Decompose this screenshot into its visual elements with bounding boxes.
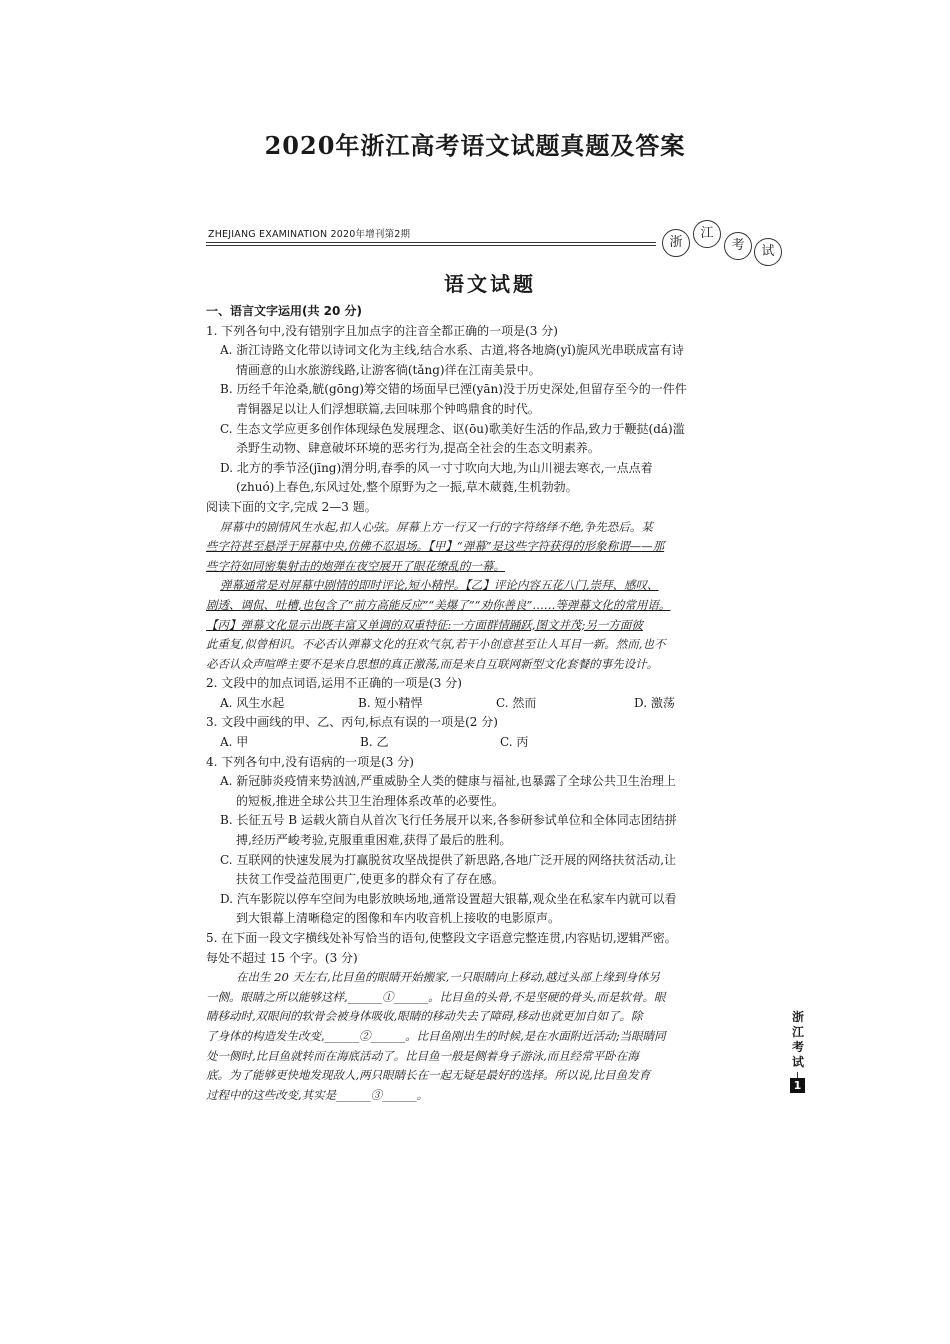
- q4-option-d: D. 汽车影院以停车空间为电影放映场地,通常设置超大银幕,观众坐在私家车内就可以看: [220, 891, 677, 906]
- exam-title: 语文试题: [444, 272, 536, 296]
- q4-option-c-cont: 扶贫工作受益范围更广,使更多的群众有了存在感。: [236, 872, 504, 887]
- header-rule: [206, 242, 656, 243]
- sidebar-char: 考: [791, 1040, 804, 1054]
- document-title: 2020年浙江高考语文试题真题及答案: [264, 131, 686, 160]
- question-5-stem: 5. 在下面一段文字横线处补写恰当的语句,使整段文字语意完整连贯,内容贴切,逻辑严密。: [206, 931, 677, 945]
- q5-passage-line: 底。为了能够更快地发现敌人,两只眼睛长在一起无疑是最好的选择。所以说,比目鱼发育: [206, 1068, 651, 1083]
- question-3-stem: 3. 文段中画线的甲、乙、丙句,标点有误的一项是(2 分): [206, 715, 498, 730]
- q5-passage-line: 在出生 20 天左右,比目鱼的眼睛开始搬家,一只眼睛向上移动,越过头部上缘到身体另: [236, 970, 660, 985]
- sidebar-char: 试: [791, 1055, 804, 1069]
- q3-option-c: C. 丙: [500, 735, 529, 750]
- q5-passage-line: 处一侧时,比目鱼就转而在海底活动了。比目鱼一般是侧着身子游泳,而且经常平卧在海: [206, 1048, 639, 1063]
- q4-option-c: C. 互联网的快速发展为打赢脱贫攻坚战提供了新思路,各地广泛开展的网络扶贫活动,让: [220, 852, 677, 867]
- passage-line: 必否认众声喧哗主要不是来自思想的真正激荡,而是来自互联网新型文化套餐的事先设计。: [206, 656, 659, 671]
- q4-option-a-cont: 的短板,推进全球公共卫生治理体系改革的必要性。: [236, 793, 504, 808]
- q4-option-b-cont: 搏,经历严峻考验,克服重重困难,获得了最后的胜利。: [236, 833, 512, 848]
- passage-line: 此重复,似曾相识。不必否认弹幕文化的狂欢气氛,若干小创意甚至让人耳目一新。然而,也不: [206, 637, 666, 652]
- question-1-stem: 1. 下列各句中,没有错别字且加点字的注音全都正确的一项是(3 分): [206, 323, 558, 338]
- seal-char-1: 浙: [662, 229, 690, 257]
- section-heading: 一、语言文字运用(共 20 分): [206, 304, 363, 318]
- passage-line: 弹幕通常是对屏幕中剧情的即时评论,短小精悍。【乙】评论内容五花八门,崇拜、感叹、: [220, 578, 659, 593]
- question-2-stem: 2. 文段中的加点词语,运用不正确的一项是(3 分): [206, 676, 462, 691]
- passage-line: 些字符如同密集射击的炮弹在夜空展开了眼花缭乱的一幕。: [206, 558, 505, 573]
- q1-option-c-cont: 杀野生动物、肆意破坏环境的恶劣行为,提高全社会的生态文明素养。: [236, 441, 600, 456]
- page-number: 1: [790, 1078, 805, 1093]
- question-4-stem: 4. 下列各句中,没有语病的一项是(3 分): [206, 754, 414, 769]
- q1-option-b: B. 历经千年沧桑,觥(gōng)筹交错的场面早已湮(yān)没于历史深处,但留存至今的一件件: [220, 382, 687, 397]
- q4-option-d-cont: 到大银幕上清晰稳定的图像和车内收音机上接收的电影原声。: [236, 911, 561, 926]
- q1-option-d-cont: (zhuó)上春色,东风过处,整个原野为之一振,草木葳蕤,生机勃勃。: [236, 480, 578, 495]
- q3-option-b: B. 乙: [360, 735, 389, 750]
- sidebar-label: [790, 1010, 806, 1070]
- q4-option-a: A. 新冠肺炎疫情来势汹汹,严重威胁全人类的健康与福祉,也暴露了全球公共卫生治理上: [220, 774, 676, 789]
- q1-option-a-cont: 情画意的山水旅游线路,让游客徜(tǎng)徉在江南美景中。: [236, 362, 541, 377]
- seal-char-3: 考: [724, 232, 752, 260]
- q5-passage-line: 一侧。眼睛之所以能够这样,______①______。比目鱼的头骨,不是坚硬的骨头,而是软骨。眼: [206, 989, 666, 1004]
- exam-body: [206, 302, 772, 1105]
- sidebar-char: 江: [791, 1025, 804, 1039]
- question-5-stem-cont: 每处不超过 15 个字。(3 分): [206, 950, 358, 965]
- seal-char-4: 试: [754, 238, 782, 266]
- passage-line: 屏幕中的剧情风生水起,扣人心弦。屏幕上方一行又一行的字符络绎不绝,争先恐后。某: [220, 519, 653, 534]
- q2-option-d: D. 激荡: [634, 695, 675, 710]
- q2-option-a: A. 风生水起: [220, 695, 285, 710]
- passage-line: 【丙】弹幕文化显示出既丰富又单调的双重特征:一方面群情踊跃,图文并茂;另一方面彼: [206, 617, 643, 632]
- passage-line: 剧透、调侃、吐槽,也包含了“前方高能反应”“美爆了”“劝你善良”……等弹幕文化的常用语。: [206, 597, 671, 612]
- scanned-exam-page: [200, 218, 780, 1102]
- q2-option-c: C. 然而: [496, 695, 537, 710]
- q5-passage-line: 睛移动时,双眼间的软骨会被身体吸收,眼睛的移动失去了障碍,移动也就更加自如了。除: [206, 1009, 643, 1024]
- q5-passage-line: 过程中的这些改变,其实是______③______。: [206, 1087, 429, 1102]
- seal-char-2: 江: [693, 220, 721, 248]
- q3-option-a: A. 甲: [220, 735, 249, 750]
- q1-option-d: D. 北方的季节泾(jīng)渭分明,春季的风一寸寸吹向大地,为山川褪去寒衣,一点点着: [220, 460, 653, 475]
- journal-header: ZHEJIANG EXAMINATION 2020年增刊第2期: [208, 229, 411, 240]
- q4-option-b: B. 长征五号 B 运载火箭自从首次飞行任务展开以来,各参研参试单位和全体同志团结拼: [220, 813, 677, 828]
- q2-options: [206, 694, 772, 714]
- reading-intro: 阅读下面的文字,完成 2—3 题。: [206, 499, 377, 514]
- header-rule-thin: [206, 245, 656, 246]
- sidebar-char: 浙: [791, 1010, 804, 1024]
- q2-option-b: B. 短小精悍: [358, 695, 423, 710]
- passage-line: 些字符甚至悬浮于屏幕中央,仿佛不忍退场。【甲】“弹幕”是这些字符获得的形象称谓——那: [206, 539, 665, 554]
- q1-option-b-cont: 青铜器足以让人们浮想联篇,去回味那个钟鸣鼎食的时代。: [236, 401, 540, 416]
- q1-option-a: A. 浙江诗路文化带以诗词文化为主线,结合水系、古道,将各地旖(yǐ)旎风光串联成富有诗: [220, 343, 684, 358]
- q1-option-c: C. 生态文学应更多创作体现绿色发展理念、讴(ōu)歌美好生活的作品,致力于鞭挞(dá)滥: [220, 421, 685, 436]
- q3-options: [206, 733, 772, 753]
- q5-passage-line: 了身体的构造发生改变,______②______。比目鱼刚出生的时候,是在水面附近活动;当眼睛同: [206, 1028, 666, 1043]
